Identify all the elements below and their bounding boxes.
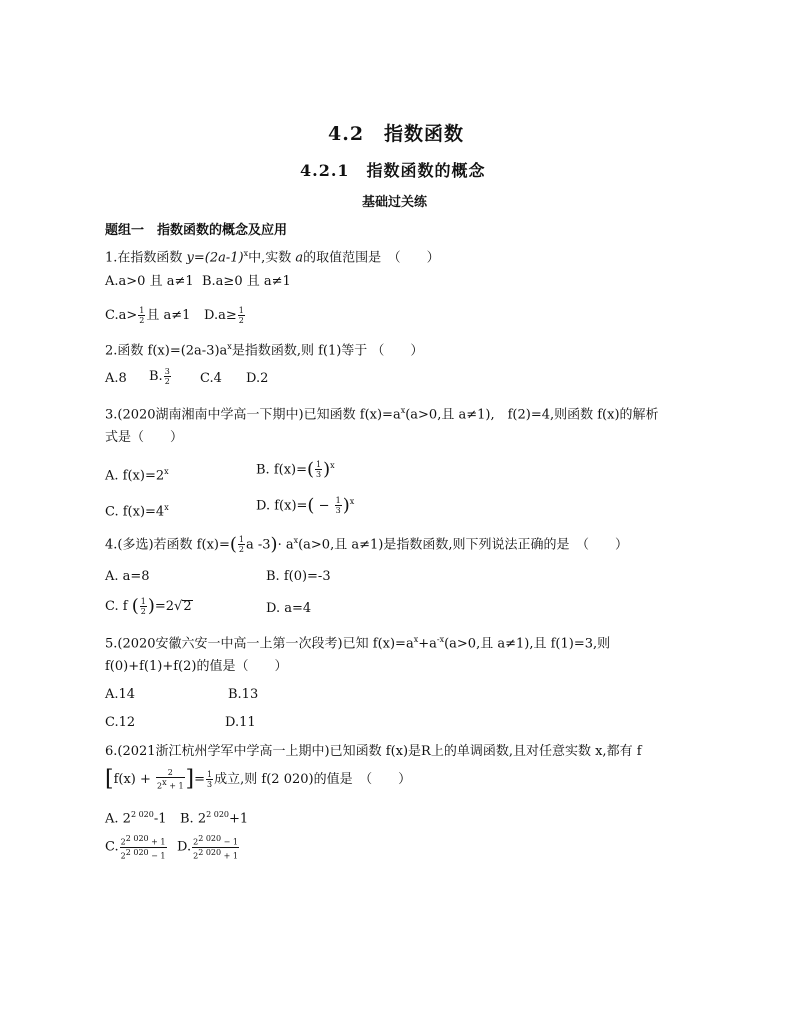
question-1-option-b[interactable]: B.a≥0 且 a≠1: [202, 274, 291, 289]
question-3-option-d[interactable]: D. f(x)=( − $\frac{1}{3}$ )$^x$: [256, 494, 355, 516]
question-4-option-c[interactable]: C. f ( $\frac{1}{2}$ )=2√2: [105, 595, 192, 617]
question-5-option-d[interactable]: D.11: [225, 715, 256, 730]
question-6-option-c[interactable]: C. $\frac{2^{2 020} + 1}{2^{2 020} - 1}$: [105, 834, 166, 861]
page-subtitle: 4.2.1 指数函数的概念: [300, 161, 486, 180]
question-3-option-c[interactable]: C. $f(x)=4^x$: [105, 503, 169, 520]
section-title: 基础过关练: [362, 195, 428, 210]
page-title: 4.2 指数函数: [328, 123, 465, 145]
question-5-stem-line2: f(0)+f(1)+f(2)的值是（ ）: [105, 659, 288, 674]
question-6-option-d[interactable]: D. $\frac{2^{2 020} - 1}{2^{2 020} + 1}$: [177, 834, 238, 861]
group-title: 题组一 指数函数的概念及应用: [105, 223, 288, 238]
question-2-option-b[interactable]: B. $\frac{3}{2}$: [149, 367, 170, 386]
question-1-option-c[interactable]: C.a> $\frac{1}{2}$ 且 a≠1: [105, 306, 191, 325]
question-3-stem-line1: 3.(2020湖南湘南中学高一下期中)已知函数 $f(x)=a^x(a>0$,且 a≠1), f(2)=4,则函数 f(x)的解析: [105, 406, 659, 423]
question-6-option-a[interactable]: A. $2^{2 020}-1$: [105, 810, 167, 827]
question-6-stem-line2: [f(x) + $\frac{2}{2^x + 1}$ ]= $\frac{1}{3}$ 成立,则 f(2 020)的值是 （ ）: [105, 766, 412, 792]
question-1-option-d[interactable]: D.a≥ $\frac{1}{2}$: [204, 306, 244, 325]
question-6-option-b[interactable]: B. $2^{2 020}+1$: [180, 810, 249, 827]
question-2-option-d[interactable]: D.2: [246, 371, 269, 386]
question-4-option-a[interactable]: A. a=8: [105, 569, 150, 584]
question-2-option-c[interactable]: C.4: [200, 371, 222, 386]
question-5-option-a[interactable]: A.14: [105, 687, 136, 702]
question-3-option-b[interactable]: B. f(x)=( $\frac{1}{3}$ )$^x$: [256, 458, 335, 480]
question-4-option-b[interactable]: B. f(0)=-3: [266, 569, 331, 584]
question-5-option-b[interactable]: B.13: [228, 687, 259, 702]
question-4-stem: 4.(多选)若函数 f(x)=( $\frac{1}{2}$ a $-3)\cdot a^x(a>0$,且 a≠1)是指数函数,则下列说法正确的是 （ ）: [105, 533, 628, 555]
question-1-stem: 1.在指数函数 $y=(2a-1)^x$中,实数 a的取值范围是 （ ）: [105, 249, 440, 266]
question-5-option-c[interactable]: C.12: [105, 715, 136, 730]
question-1-option-a[interactable]: A.a>0 且 a≠1: [105, 274, 194, 289]
question-3-stem-line2: 式是（ ）: [105, 430, 184, 445]
question-5-stem-line1: 5.(2020安徽六安一中高一上第一次段考)已知 $f(x)=a^x+a^{-x}(a>0$,且 a≠1),且 f(1)=3,则: [105, 635, 611, 652]
question-2-stem: 2.函数 $f(x)=(2a-3)a^x$是指数函数,则 f(1)等于 （ ）: [105, 342, 424, 359]
question-2-option-a[interactable]: A.8: [105, 371, 127, 386]
question-4-option-d[interactable]: D. a=4: [266, 601, 312, 616]
question-6-stem-line1: 6.(2021浙江杭州学军中学高一上期中)已知函数 f(x)是R上的单调函数,且对任意实数 x,都有 f: [105, 744, 642, 759]
question-3-option-a[interactable]: A. $f(x)=2^x$: [105, 467, 169, 484]
